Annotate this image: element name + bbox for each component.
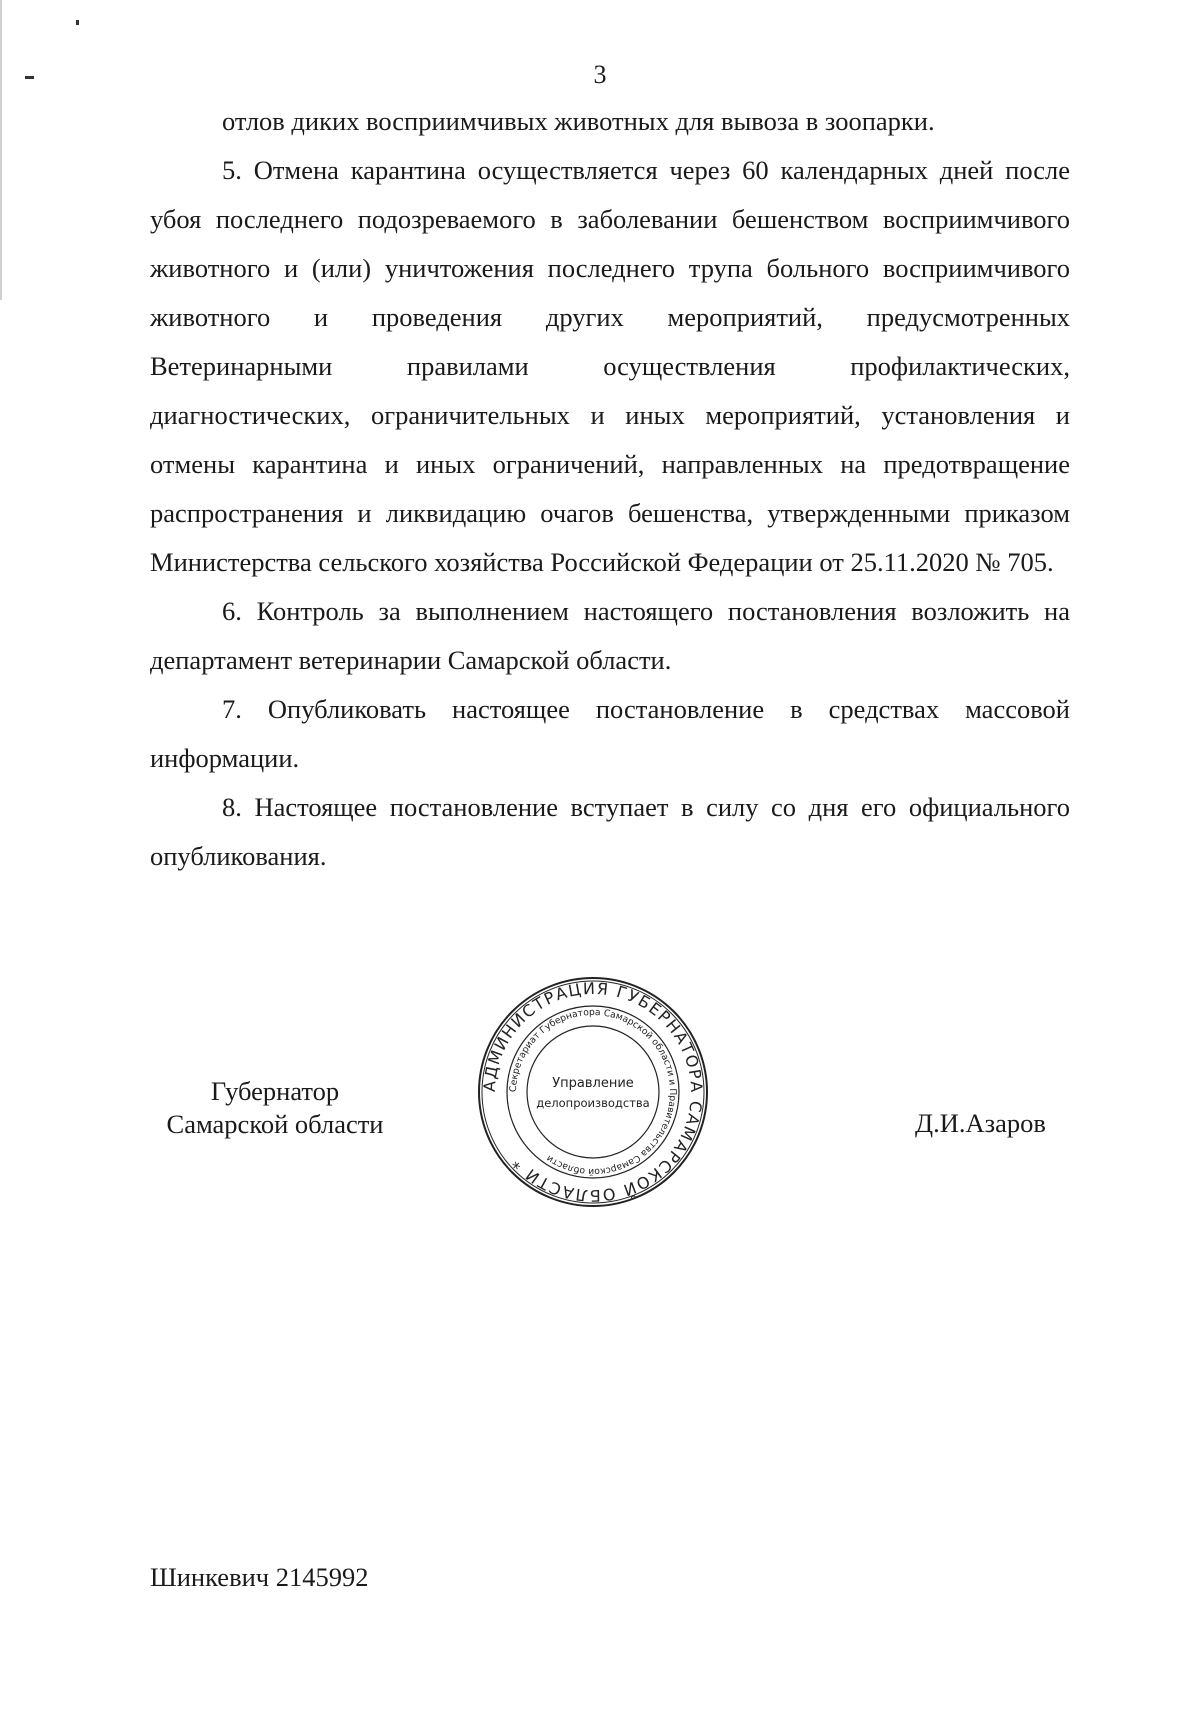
paragraph-continuation: отлов диких восприимчивых животных для вывоза в зоопарки.: [222, 106, 935, 136]
document-body: [150, 97, 1070, 881]
stamp-outer-text: АДМИНИСТРАЦИЯ ГУБЕРНАТОРА САМАРСКОЙ ОБЛАСТИ *: [479, 978, 707, 1206]
scan-edge-shadow: [0, 0, 2, 300]
official-stamp: [476, 975, 710, 1209]
paragraph-item-6: 6. Контроль за выполнением настоящего постановления возложить на департамент ветеринарии Самарской области.: [150, 596, 1070, 675]
executor-contact: Шинкевич 2145992: [150, 1562, 369, 1592]
signatory-title-line1: Губернатор: [210, 1076, 340, 1106]
paragraph-item-7: 7. Опубликовать настоящее постановление в средствах массовой информации.: [150, 694, 1070, 773]
paragraph-item-5: 5. Отмена карантина осуществляется через 60 календарных дней после убоя последнего подозреваемого в заболевании бешенством восприимчивого животного и (или) уничтожения последнего трупа больного восприимчивого животного и проведения других мероприятий, предусмотренных Ветеринарными правилами осуществления профилактических, диагностических, ограничительных и иных мероприятий, установления и отмены карантина и иных ограничений, направленных на предотвращение распространения и ликвидацию очагов бешенства, утвержденными приказом Министерства сельского хозяйства Российской Федерации от 25.11.2020 № 705.: [150, 155, 1070, 577]
page-number: 3: [593, 60, 607, 89]
stamp-center-line1: Управление: [552, 1076, 634, 1091]
signatory-title: [150, 1075, 400, 1141]
stamp-center-line2: делопроизводства: [536, 1096, 650, 1110]
stamp-inner-text: Секретариат Губернатора Самарской области и Правительства Самарской области: [507, 1006, 679, 1178]
svg-text:Секретариат Губернатора Самарс: [508, 1007, 678, 1177]
signatory-name: Д.И.Азаров: [915, 1108, 1046, 1138]
signatory-title-line2: Самарской области: [166, 1109, 384, 1139]
scan-speck: [76, 20, 79, 25]
paragraph-item-8: 8. Настоящее постановление вступает в силу со дня его официального опубликования.: [150, 792, 1070, 871]
